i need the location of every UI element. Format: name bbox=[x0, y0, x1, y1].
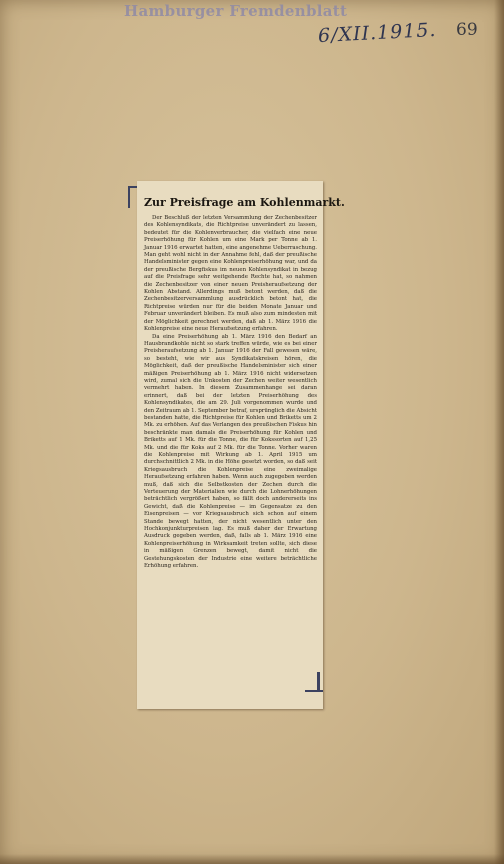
newspaper-stamp: Hamburger Fremdenblatt bbox=[124, 2, 348, 20]
page-number: 69 bbox=[456, 20, 478, 40]
newspaper-clipping bbox=[137, 181, 345, 709]
page-edge-shadow bbox=[494, 0, 504, 864]
page-bottom-shadow bbox=[0, 854, 504, 864]
article-paragraph-1: Der Beschluß der letzten Versammlung der Zechenbesitzer des Kohlensyndikats, die Richtpreise unverändert zu lassen, bedeutet für die Kohlenverbraucher, die vielfach eine neue Preiserhöhung für Kohlen um eine Mark per Tonne ab 1. Januar 1916 erwartet hatten, eine angenehme Ueberraschung. Man geht wohl nicht in der Annahme fehl, daß der preußische Handelsminister gegen eine Kohlenpreiserhöhung war, und da der preußische Bergfiskus im neuen Kohlensyndikat in bezug auf die Preisfrage sehr weitgehende Rechte hat, so nahmen die Zechenbesitzer von einer neuen Preisheraufsetzung der Kohlen Abstand. Allerdings muß betont werden, daß die Zechenbesitzerversammlung ausdrücklich betont hat, die Richtpreise würden nur für die beiden Monate Januar und Februar unverändert bleiben. Es muß also zum mindesten mit der Möglichkeit gerechnet werden, daß ab 1. März 1916 die Kohlenpreise eine neue Heraufsetzung erfahren. bbox=[144, 215, 317, 333]
handwritten-date: 6/XII.1915. bbox=[317, 18, 437, 48]
article-body bbox=[144, 215, 317, 571]
pencil-mark-bottom-right-underline bbox=[305, 690, 323, 692]
article-paragraph-2: Da eine Preiserhöhung ab 1. März 1916 den Bedarf an Hausbrandkohle nicht so stark treffen würde, wie es bei einer Preisheraufsetzung ab 1. Januar 1916 der Fall gewesen wäre, so besteht, wie wir aus Syndikatskreisen hören, die Möglichkeit, daß der preußische Handelsminister sich einer mäßigen Preiserhöhung ab 1. März 1916 nicht widersetzen wird, zumal sich die Unkosten der Zechen weiter wesentlich vermehrt haben. In diesem Zusammenhange sei daran erinnert, daß bei der letzten Preiserhöhung des Kohlensyndikates, die am 29. Juli vorgenommen wurde und den Zeitraum ab 1. September betraf, ursprünglich die Absicht bestanden hatte, die Richtpreise für Kohlen und Briketts um 2 Mk. zu erhöhen. Auf das Verlangen des preußischen Fiskus hin beschränkte man damals die Preiserhöhung für Kohlen und Briketts auf 1 Mk. für die Tonne, die für Kokssorten auf 1,25 Mk. und die für Koks auf 2 Mk. für die Tonne. Vorher waren die Kohlenpreise mit Wirkung ab 1. April 1915 um durchschnittlich 2 Mk. in die Höhe gesetzt worden, so daß seit Kriegsausbruch die Kohlenpreise eine zweimalige Heraufsetzung erfahren haben. Wenn auch zugegeben werden muß, daß sich die Selbstkosten der Zechen durch die Verteuerung der Materialien wie durch die Lohnerhöhungen beträchtlich vergrößert haben, so fällt doch andererseits ins Gewicht, daß die Kohlenpreise — im Gegensatze zu den Eisenpreisen — vor Kriegsausbruch sich schon auf einem Stande bewegt hatten, der nicht wesentlich unter den Hochkonjunkturpreisen lag. Es muß daher der Erwartung Ausdruck gegeben werden, daß, falls ab 1. März 1916 eine Kohlenpreiserhöhung in Wirksamkeit treten sollte, sich diese in mäßigen Grenzen bewegt, damit nicht die Gestehungskosten der Industrie eine weitere beträchtliche Erhöhung erfahren. bbox=[144, 333, 317, 570]
pencil-mark-bottom-right bbox=[317, 672, 320, 692]
article-title: Zur Preisfrage am Kohlenmarkt. bbox=[144, 196, 345, 209]
